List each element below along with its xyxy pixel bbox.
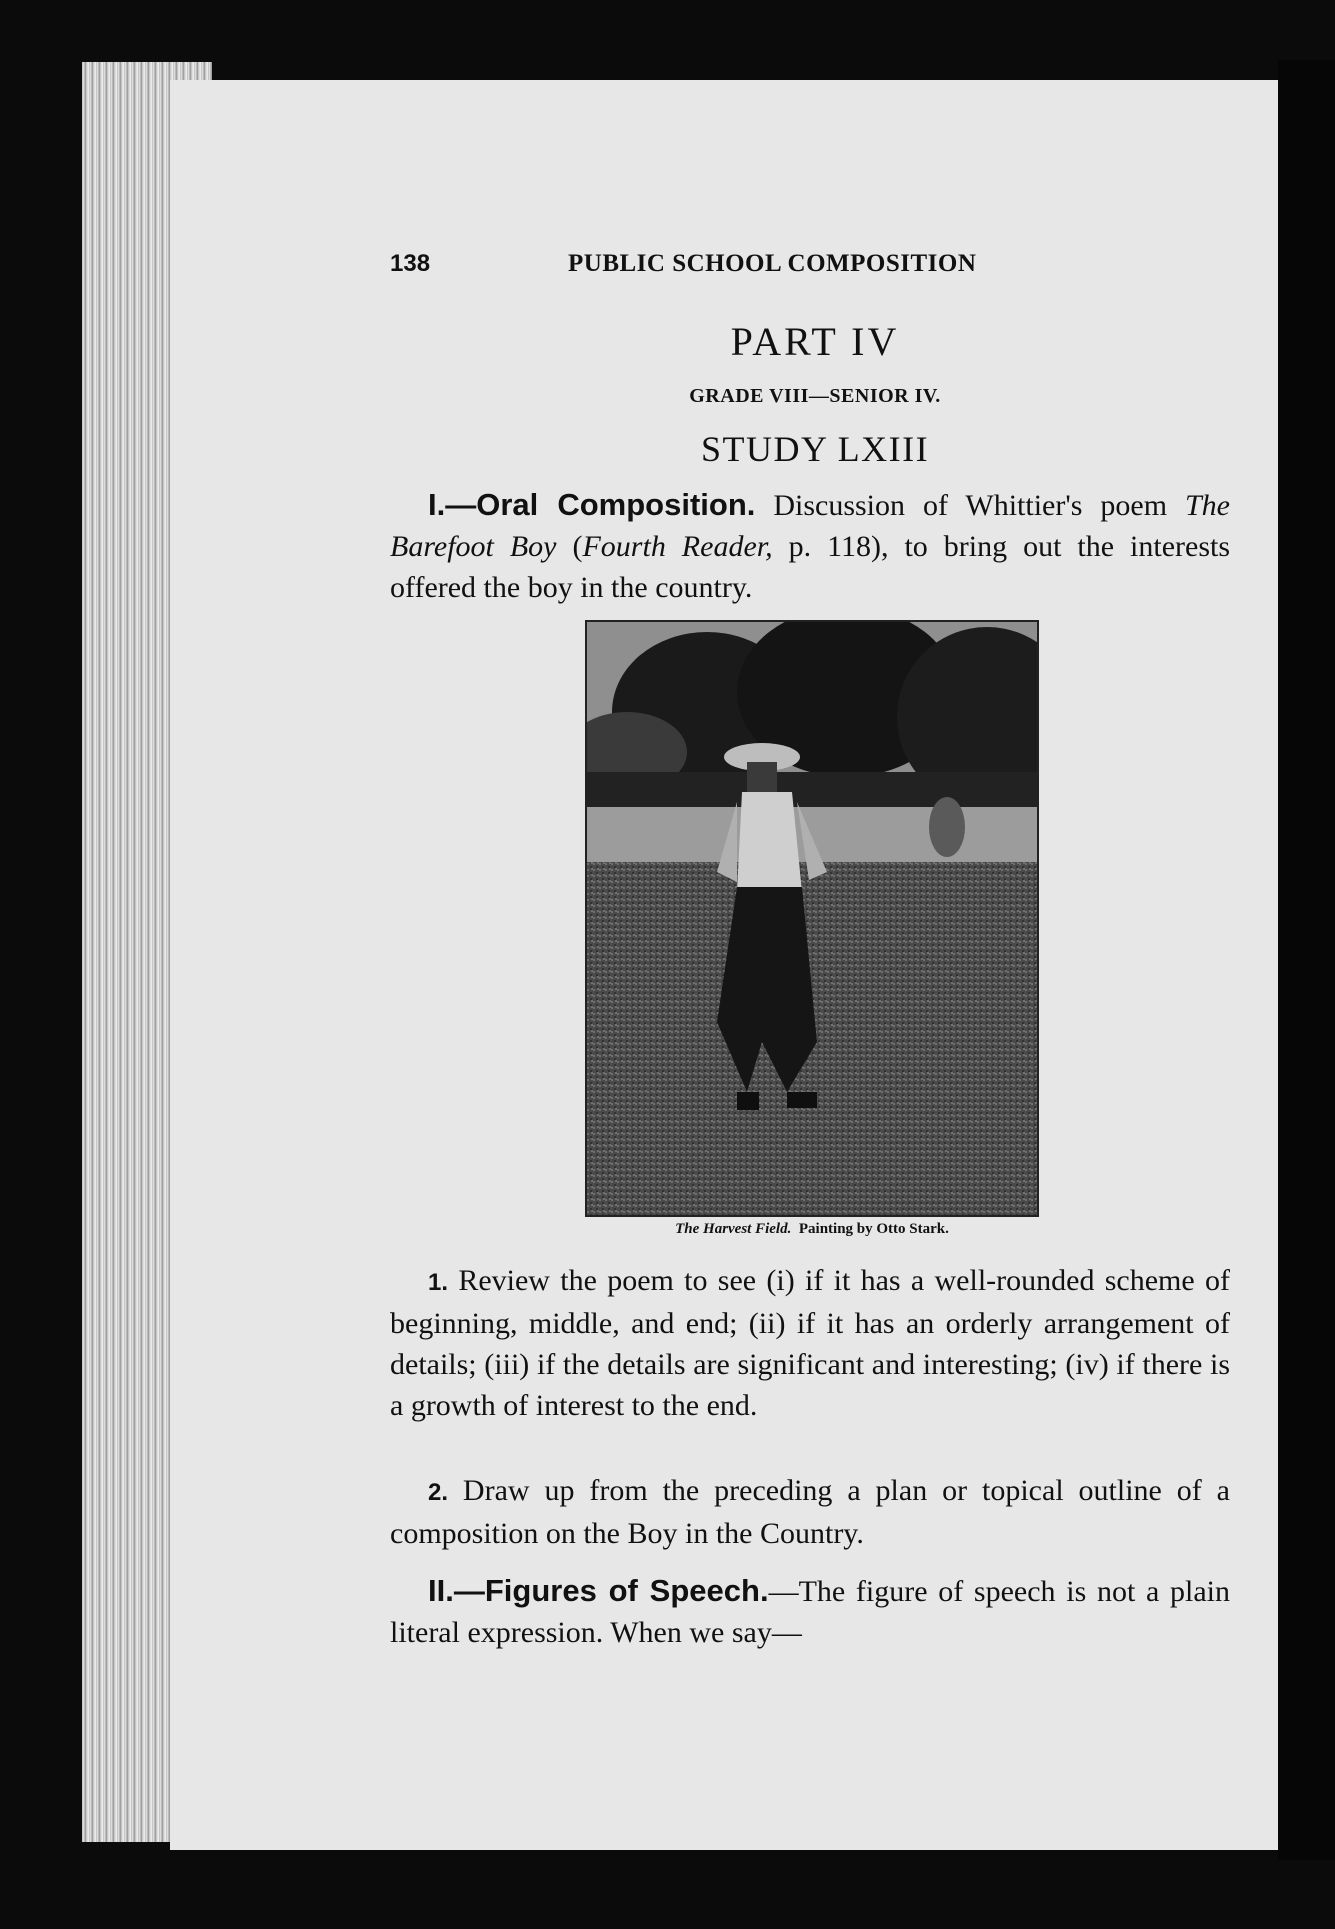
reader-title: Fourth Reader, bbox=[582, 530, 773, 563]
poem-title: The Barefoot Boy bbox=[390, 489, 1230, 563]
list-item-2 bbox=[390, 1470, 1230, 1554]
running-title: PUBLIC SCHOOL COMPOSITION bbox=[568, 250, 977, 277]
study-heading: STUDY LXIII bbox=[700, 429, 930, 469]
running-head bbox=[390, 250, 1050, 286]
figure-caption bbox=[585, 1221, 1039, 1238]
section-lead-oral-composition: I.—Oral Composition. bbox=[428, 487, 756, 522]
item-number: 1. bbox=[428, 1269, 449, 1296]
page-number: 138 bbox=[390, 250, 431, 277]
grade-heading: GRADE VIII—SENIOR IV. bbox=[689, 385, 941, 407]
section-lead-figures-of-speech: II.—Figures of Speech. bbox=[428, 1573, 769, 1608]
paragraph-text: p. 118), to bring out the interests offered the boy in the country. bbox=[390, 530, 1230, 604]
painting-image bbox=[587, 622, 1037, 1215]
figures-of-speech-paragraph bbox=[390, 1570, 1230, 1653]
caption-title: The Harvest Field. bbox=[675, 1221, 792, 1237]
item-number: 2. bbox=[428, 1479, 449, 1506]
paragraph-text: Discussion of Whittier's poem bbox=[755, 489, 1185, 522]
part-heading: PART IV bbox=[730, 319, 900, 364]
paragraph-text: ( bbox=[556, 530, 583, 563]
item-text: Review the poem to see (i) if it has a well-rounded scheme of beginning, middle, and end; (ii) if it has an orderly arrangement of details; (iii) if the details are significant and interesting; (iv) if there is a growth of interest to the end. bbox=[390, 1264, 1230, 1422]
paragraph-text: —The figure of speech is not a plain literal expression. When we say— bbox=[390, 1575, 1230, 1649]
list-item-1 bbox=[390, 1260, 1230, 1426]
oral-composition-paragraph bbox=[390, 484, 1230, 608]
harvest-field-illustration bbox=[585, 620, 1039, 1217]
item-text: Draw up from the preceding a plan or topical outline of a composition on the Boy in the Country. bbox=[390, 1474, 1230, 1550]
caption-credit: Painting by Otto Stark. bbox=[798, 1221, 949, 1237]
facing-page-shadow bbox=[1278, 60, 1335, 1860]
